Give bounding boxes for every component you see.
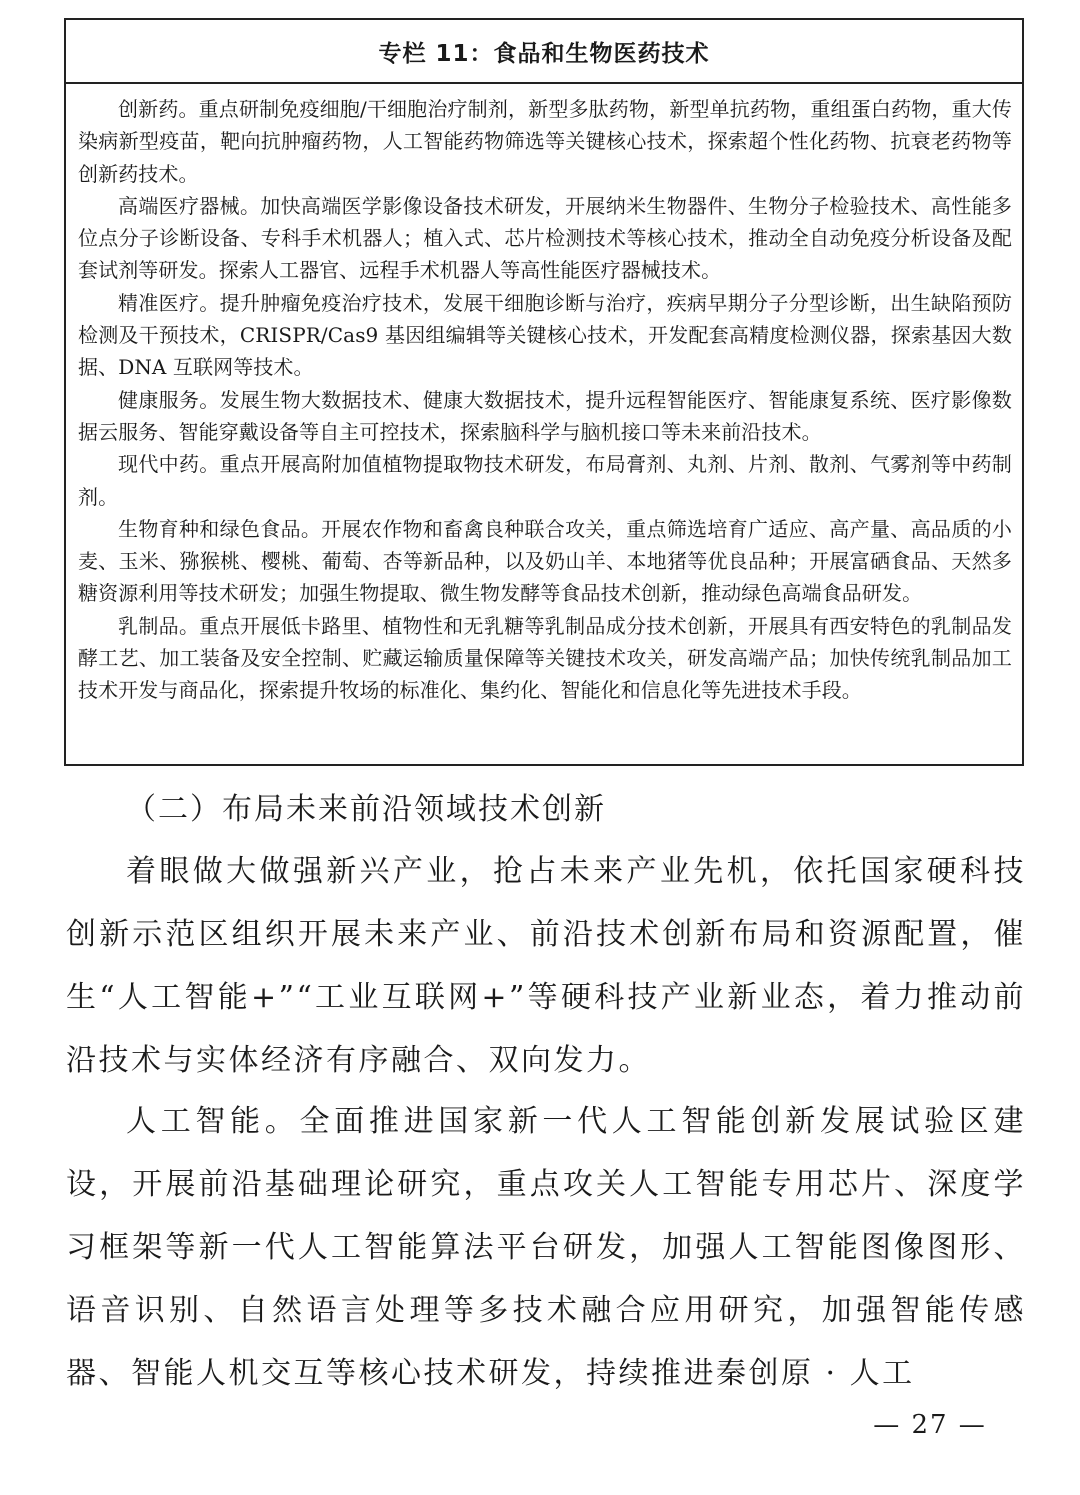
column-paragraph-health-services: 健康服务。发展生物大数据技术、健康大数据技术，提升远程智能医疗、智能康复系统、医疗影像数据云服务、智能穿戴设备等自主可控技术，探索脑科学与脑机接口等未来前沿技术。 [78,387,1012,444]
column-title: 专栏 11：食品和生物医药技术 [66,20,1022,84]
column-paragraph-medical-devices: 高端医疗器械。加快高端医学影像设备技术研发，开展纳米生物器件、生物分子检验技术、高性能多位点分子诊断设备、专科手术机器人；植入式、芯片检测技术等核心技术，推动全自动免疫分析设备及配套试剂等研发。探索人工器官、远程手术机器人等高性能医疗器械技术。 [78,193,1012,283]
column-box [64,18,1024,766]
body-paragraph-intro: 着眼做大做强新兴产业，抢占未来产业先机，依托国家硬科技创新示范区组织开展未来产业、前沿技术创新布局和资源配置，催生“人工智能+”“工业互联网+”等硬科技产业新业态，着力推动前沿技术与实体经济有序融合、双向发力。 [66,854,1026,1078]
column-paragraph-dairy: 乳制品。重点开展低卡路里、植物性和无乳糖等乳制品成分技术创新，开展具有西安特色的乳制品发酵工艺、加工装备及安全控制、贮藏运输质量保障等关键技术攻关，研发高端产品；加快传统乳制品加工技术开发与商品化，探索提升牧场的标准化、集约化、智能化和信息化等先进技术手段。 [78,613,1012,703]
column-paragraph-tcm: 现代中药。重点开展高附加值植物提取物技术研发，布局膏剂、丸剂、片剂、散剂、气雾剂等中药制剂。 [78,452,1012,509]
section-heading: （二）布局未来前沿领域技术创新 [126,792,606,827]
page-number: — 27 — [873,1410,987,1440]
column-paragraph-precision-medicine: 精准医疗。提升肿瘤免疫治疗技术，发展干细胞诊断与治疗，疾病早期分子分型诊断，出生缺陷预防检测及干预技术，CRISPR/Cas9 基因组编辑等关键核心技术，开发配套高精度检测仪器，探索基因大数据、DNA 互联网等技术。 [78,290,1012,380]
column-body [66,84,1022,707]
body-paragraph-ai: 人工智能。全面推进国家新一代人工智能创新发展试验区建设，开展前沿基础理论研究，重点攻关人工智能专用芯片、深度学习框架等新一代人工智能算法平台研发，加强人工智能图像图形、语音识别、自然语言处理等多技术融合应用研究，加强智能传感器、智能人机交互等核心技术研发，持续推进秦创原 · 人工 [66,1104,1026,1391]
column-paragraph-innovative-drugs: 创新药。重点研制免疫细胞/干细胞治疗制剂，新型多肽药物，新型单抗药物，重组蛋白药物，重大传染病新型疫苗，靶向抗肿瘤药物，人工智能药物筛选等关键核心技术，探索超个性化药物、抗衰老药物等创新药技术。 [78,97,1012,186]
column-paragraph-breeding-food: 生物育种和绿色食品。开展农作物和畜禽良种联合攻关，重点筛选培育广适应、高产量、高品质的小麦、玉米、猕猴桃、樱桃、葡萄、杏等新品种，以及奶山羊、本地猪等优良品种；开展富硒食品、天然多糖资源利用等技术研发；加强生物提取、微生物发酵等食品技术创新，推动绿色高端食品研发。 [78,516,1012,606]
